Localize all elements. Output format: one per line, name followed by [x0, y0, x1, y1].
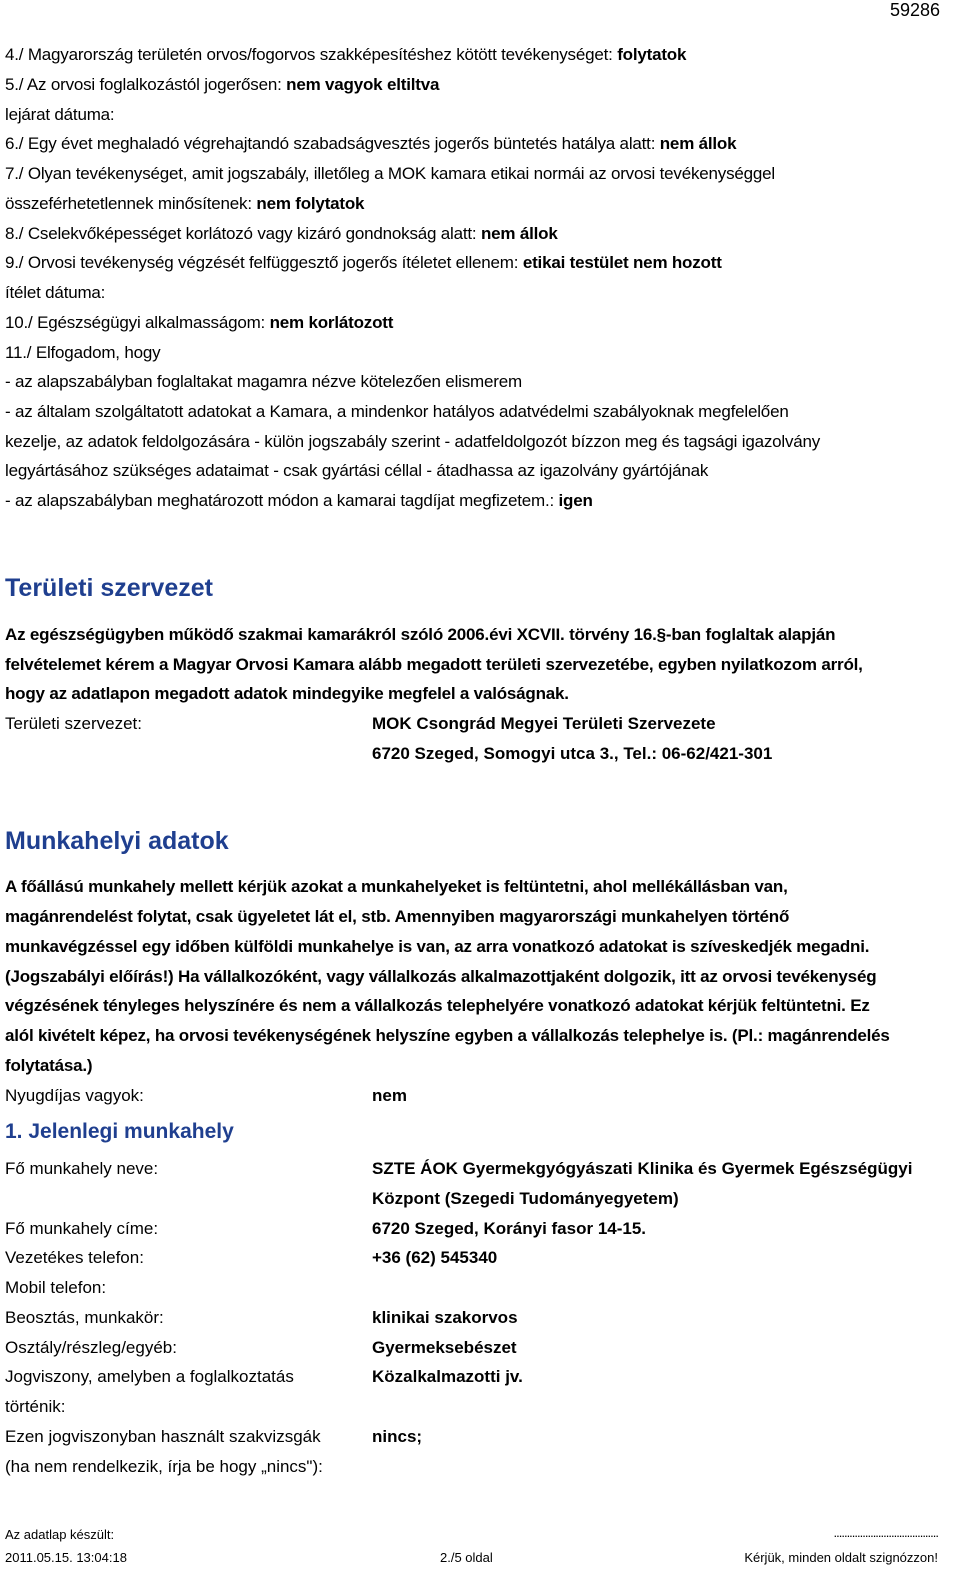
munkahelyi-paragraph-line5: végzésének tényleges helyszínére és nem a vállalkozás telephelyére vonatkozó adatokat kérjük feltüntetni. Ez [5, 996, 870, 1015]
munkahelyi-paragraph-line4: (Jogszabályi előírás!) Ha vállalkozóként, vagy vállalkozás alkalmazottjaként dolgozik, itt az orvosi tevékenység [5, 967, 877, 986]
item-11-head: 11./ Elfogadom, hogy [5, 343, 161, 362]
field-label: Fő munkahely neve: [5, 1159, 159, 1178]
item-10: 10./ Egészségügyi alkalmasságom: nem korlátozott [5, 313, 394, 332]
field-value: SZTE ÁOK Gyermekgyógyászati Klinika és Gyermek Egészségügyi [372, 1159, 913, 1178]
item-11-c: - az alapszabályban meghatározott módon a kamarai tagdíjat megfizetem.: igen [5, 491, 593, 510]
teruleti-value-name: MOK Csongrád Megyei Területi Szervezete [372, 714, 716, 733]
field-label: Mobil telefon: [5, 1278, 107, 1297]
item-7-line2: összeférhetetlennek minősítenek: nem folytatok [5, 194, 365, 213]
item-5: 5./ Az orvosi foglalkozástól jogerősen: nem vagyok eltiltva [5, 75, 440, 94]
section-heading-teruleti: Területi szervezet [5, 574, 213, 602]
item-4: 4./ Magyarország területén orvos/fogorvos szakképesítéshez kötött tevékenységet: folytatok [5, 45, 687, 64]
item-5-expiry: lejárat dátuma: [5, 105, 115, 124]
field-label: történik: [5, 1397, 66, 1416]
item-8: 8./ Cselekvőképességet korlátozó vagy kizáró gondnokság alatt: nem állok [5, 224, 558, 243]
field-label: Fő munkahely címe: [5, 1219, 159, 1238]
munkahelyi-paragraph-line3: munkavégzéssel egy időben külföldi munkahelye is van, az arra vonatkozó adatokat is szíveskedjék megadni. [5, 937, 870, 956]
field-value: Közalkalmazotti jv. [372, 1367, 523, 1386]
teruleti-paragraph-line3: hogy az adatlapon megadott adatok mindegyike megfelel a valóságnak. [5, 684, 569, 703]
item-11-a: - az alapszabályban foglaltakat magamra nézve kötelezően elismerem [5, 372, 522, 391]
footer-created-label: Az adatlap készült: [5, 1527, 115, 1542]
page-number: 59286 [889, 0, 940, 20]
item-11-b3: legyártásához szükséges adataimat - csak gyártási céllal - átadhassa az igazolvány gyártójának [5, 461, 709, 480]
munkahelyi-paragraph-line2: magánrendelést folytat, csak ügyeletet lát el, stb. Amennyiben magyarországi munkahelyen történő [5, 907, 790, 926]
signature-line: ........................................ [833, 1525, 938, 1540]
field-label: Beosztás, munkakör: [5, 1308, 164, 1327]
job-heading: 1. Jelenlegi munkahely [5, 1120, 234, 1143]
teruleti-paragraph-line2: felvételemet kérem a Magyar Orvosi Kamara alább megadott területi szervezetébe, egyben nyilatkozom arról, [5, 655, 863, 674]
item-7-line1: 7./ Olyan tevékenységet, amit jogszabály, illetőleg a MOK kamara etikai normái az orvosi tevékenységgel [5, 164, 775, 183]
item-11-b1: - az általam szolgáltatott adatokat a Kamara, a mindenkor hatályos adatvédelmi szabályoknak megfelelően [5, 402, 789, 421]
field-label: (ha nem rendelkezik, írja be hogy „nincs"): [5, 1457, 323, 1476]
field-label: Jogviszony, amelyben a foglalkoztatás [5, 1367, 294, 1386]
field-label: Vezetékes telefon: [5, 1248, 144, 1267]
field-value: 6720 Szeged, Korányi fasor 14-15. [372, 1219, 647, 1238]
field-label: Osztály/részleg/egyéb: [5, 1338, 177, 1357]
footer-page-number: 2./5 oldal [440, 1550, 493, 1565]
munkahelyi-paragraph-line1: A főállású munkahely mellett kérjük azokat a munkahelyeket is feltüntetni, ahol mellékállásban van, [5, 877, 788, 896]
section-heading-munkahelyi: Munkahelyi adatok [5, 827, 229, 855]
teruleti-label: Területi szervezet: [5, 714, 142, 733]
field-value: Központ (Szegedi Tudományegyetem) [372, 1189, 679, 1208]
pension-value: nem [372, 1086, 407, 1105]
field-value: nincs; [372, 1427, 423, 1446]
footer-timestamp: 2011.05.15. 13:04:18 [5, 1550, 127, 1565]
field-value: +36 (62) 545340 [372, 1248, 498, 1267]
munkahelyi-paragraph-line6: alól kivételt képez, ha orvosi tevékenységének helyszíne egyben a vállalkozás telephelye is. (Pl.: magánrendelés [5, 1026, 890, 1045]
pension-label: Nyugdíjas vagyok: [5, 1086, 144, 1105]
field-value: klinikai szakorvos [372, 1308, 518, 1327]
munkahelyi-paragraph-line7: folytatása.) [5, 1056, 93, 1075]
item-9-date: ítélet dátuma: [5, 283, 106, 302]
teruleti-value-address: 6720 Szeged, Somogyi utca 3., Tel.: 06-62/421-301 [372, 744, 773, 763]
item-9: 9./ Orvosi tevékenység végzését felfüggesztő jogerős ítéletet ellenem: etikai testület nem hozott [5, 253, 722, 272]
footer-sign-note: Kérjük, minden oldalt szignózzon! [744, 1550, 938, 1565]
item-11-b2: kezelje, az adatok feldolgozására - külön jogszabály szerint - adatfeldolgozót bízzon meg és tagsági igazolvány [5, 432, 821, 451]
field-label: Ezen jogviszonyban használt szakvizsgák [5, 1427, 321, 1446]
item-6: 6./ Egy évet meghaladó végrehajtandó szabadságvesztés jogerős büntetés hatálya alatt: nem állok [5, 134, 737, 153]
teruleti-paragraph-line1: Az egészségügyben működő szakmai kamarákról szóló 2006.évi XCVII. törvény 16.§-ban foglaltak alapján [5, 625, 836, 644]
field-value: Gyermeksebészet [372, 1338, 517, 1357]
